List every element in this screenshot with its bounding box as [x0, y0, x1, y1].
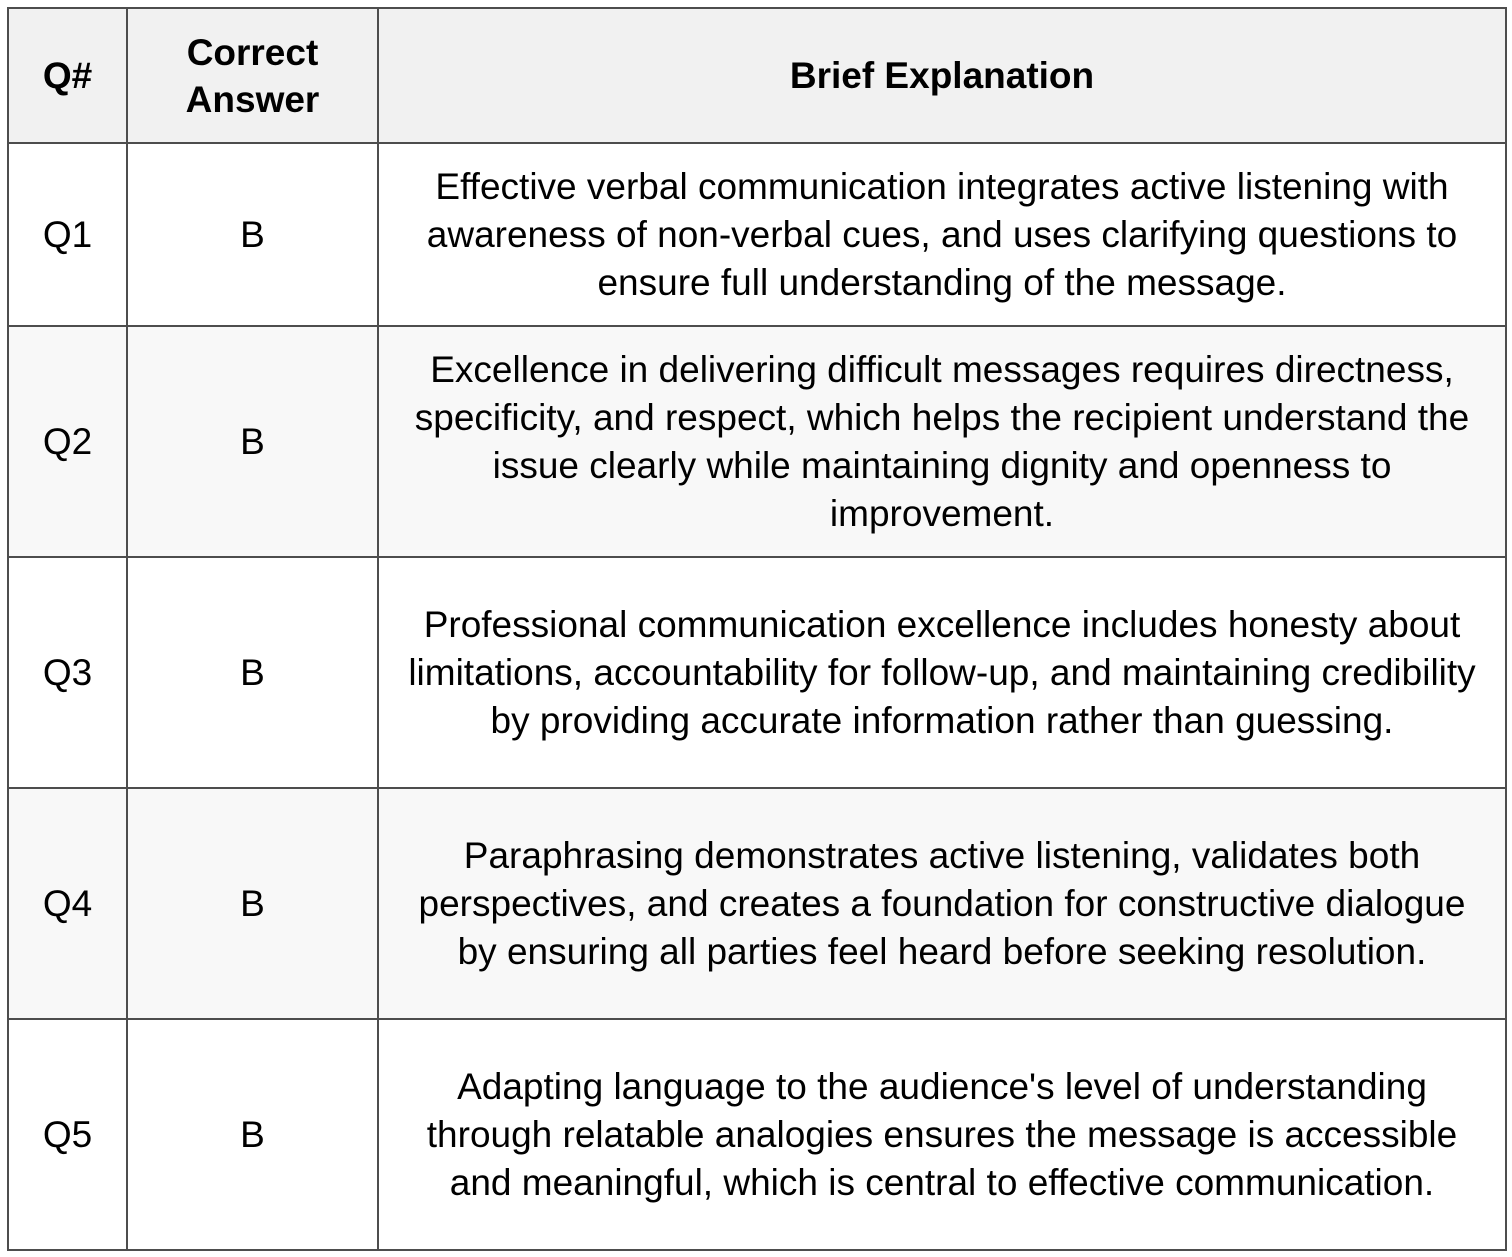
table-row	[8, 557, 1506, 788]
header-brief-explanation: Brief Explanation	[378, 8, 1506, 143]
table-row	[8, 1019, 1506, 1250]
table-row	[8, 326, 1506, 557]
header-question-number: Q#	[8, 8, 127, 143]
question-number-cell: Q4	[8, 788, 127, 1019]
correct-answer-cell: B	[127, 143, 378, 326]
header-correct-answer: Correct Answer	[127, 8, 378, 143]
correct-answer-cell: B	[127, 326, 378, 557]
correct-answer-cell: B	[127, 788, 378, 1019]
table-row	[8, 788, 1506, 1019]
question-number-cell: Q1	[8, 143, 127, 326]
explanation-cell: Adapting language to the audience's level of understanding through relatable analogies ensures the message is accessible and meaningful, which is central to effective communication.	[378, 1019, 1506, 1250]
correct-answer-cell: B	[127, 1019, 378, 1250]
table-body	[8, 143, 1506, 1250]
explanation-cell: Effective verbal communication integrates active listening with awareness of non-verbal cues, and uses clarifying questions to ensure full understanding of the message.	[378, 143, 1506, 326]
header-row	[8, 8, 1506, 143]
explanation-cell: Professional communication excellence includes honesty about limitations, accountability for follow-up, and maintaining credibility by providing accurate information rather than guessing.	[378, 557, 1506, 788]
table-row	[8, 143, 1506, 326]
correct-answer-cell: B	[127, 557, 378, 788]
question-number-cell: Q5	[8, 1019, 127, 1250]
question-number-cell: Q2	[8, 326, 127, 557]
explanation-cell: Excellence in delivering difficult messages requires directness, specificity, and respect, which helps the recipient understand the issue clearly while maintaining dignity and openness to improvement.	[378, 326, 1506, 557]
answer-key-table	[7, 7, 1507, 1251]
table-header	[8, 8, 1506, 143]
explanation-cell: Paraphrasing demonstrates active listening, validates both perspectives, and creates a foundation for constructive dialogue by ensuring all parties feel heard before seeking resolution.	[378, 788, 1506, 1019]
question-number-cell: Q3	[8, 557, 127, 788]
